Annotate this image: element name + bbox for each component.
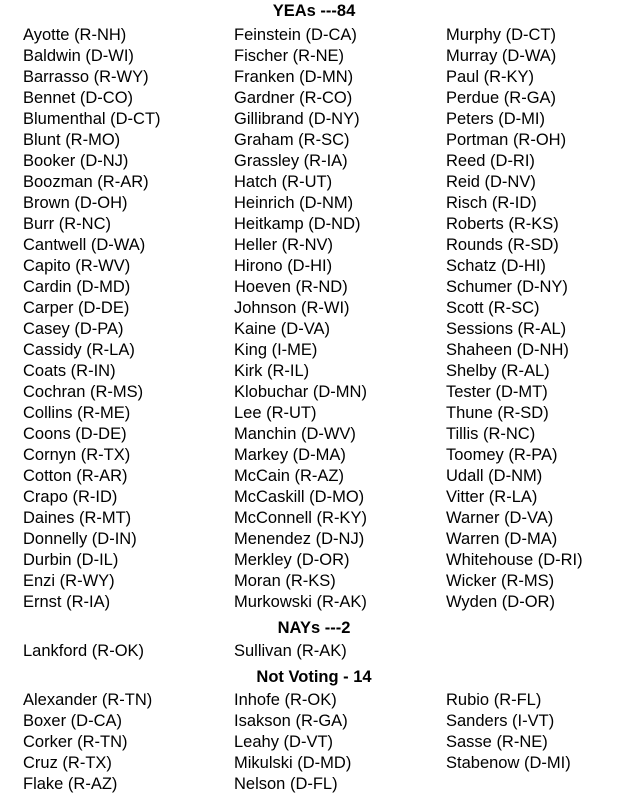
senator-entry: Cornyn (R-TX) <box>23 446 131 464</box>
senator-entry: Inhofe (R-OK) <box>234 691 337 709</box>
senator-entry: Shelby (R-AL) <box>446 362 550 380</box>
senator-entry: Daines (R-MT) <box>23 509 132 527</box>
not-voting-heading: Not Voting - 14 <box>256 668 372 686</box>
senator-entry: Hoeven (R-ND) <box>234 278 348 296</box>
senator-entry: Cruz (R-TX) <box>23 754 112 772</box>
senator-entry: McCaskill (D-MO) <box>234 488 365 506</box>
senator-entry: Whitehouse (D-RI) <box>446 551 583 569</box>
senator-entry: Wyden (D-OR) <box>446 593 555 611</box>
senator-entry: Heitkamp (D-ND) <box>234 215 361 233</box>
senator-entry: Perdue (R-GA) <box>446 89 557 107</box>
senator-entry: Blumenthal (D-CT) <box>23 110 161 128</box>
senator-entry: Fischer (R-NE) <box>234 47 344 65</box>
senator-entry: Feinstein (D-CA) <box>234 26 357 44</box>
senator-entry: Murphy (D-CT) <box>446 26 556 44</box>
senator-entry: Klobuchar (D-MN) <box>234 383 367 401</box>
senator-entry: Kaine (D-VA) <box>234 320 330 338</box>
senator-entry: Baldwin (D-WI) <box>23 47 134 65</box>
senator-entry: Murkowski (R-AK) <box>234 593 367 611</box>
senator-entry: Wicker (R-MS) <box>446 572 555 590</box>
senator-entry: Udall (D-NM) <box>446 467 543 485</box>
senator-entry: Cardin (D-MD) <box>23 278 131 296</box>
senator-entry: Johnson (R-WI) <box>234 299 350 317</box>
senator-entry: Grassley (R-IA) <box>234 152 348 170</box>
senator-entry: Coats (R-IN) <box>23 362 116 380</box>
senator-entry: Thune (R-SD) <box>446 404 549 422</box>
senator-entry: Capito (R-WV) <box>23 257 131 275</box>
senator-entry: Sullivan (R-AK) <box>234 642 347 660</box>
senator-entry: Tester (D-MT) <box>446 383 548 401</box>
senator-entry: Schumer (D-NY) <box>446 278 568 296</box>
senator-entry: Stabenow (D-MI) <box>446 754 571 772</box>
nays-column-2 <box>234 641 347 662</box>
not-voting-column-3 <box>446 690 571 774</box>
senator-entry: Hatch (R-UT) <box>234 173 333 191</box>
senator-entry: Blunt (R-MO) <box>23 131 121 149</box>
senator-entry: Gardner (R-CO) <box>234 89 353 107</box>
senator-entry: Sasse (R-NE) <box>446 733 548 751</box>
senator-entry: Collins (R-ME) <box>23 404 131 422</box>
senator-entry: Sessions (R-AL) <box>446 320 567 338</box>
senator-entry: Donnelly (D-IN) <box>23 530 137 548</box>
not-voting-column-2 <box>234 690 351 795</box>
senator-entry: Burr (R-NC) <box>23 215 111 233</box>
senator-entry: Tillis (R-NC) <box>446 425 536 443</box>
senator-entry: Rounds (R-SD) <box>446 236 559 254</box>
yeas-column-1 <box>23 25 161 613</box>
senator-entry: Leahy (D-VT) <box>234 733 334 751</box>
senator-entry: Franken (D-MN) <box>234 68 354 86</box>
senator-entry: Merkley (D-OR) <box>234 551 350 569</box>
senator-entry: Portman (R-OH) <box>446 131 567 149</box>
senator-entry: Warren (D-MA) <box>446 530 558 548</box>
senator-entry: Boozman (R-AR) <box>23 173 149 191</box>
senator-entry: Carper (D-DE) <box>23 299 130 317</box>
senator-entry: Scott (R-SC) <box>446 299 540 317</box>
senator-entry: Markey (D-MA) <box>234 446 346 464</box>
senator-entry: Isakson (R-GA) <box>234 712 348 730</box>
senator-entry: Schatz (D-HI) <box>446 257 546 275</box>
senator-entry: Cantwell (D-WA) <box>23 236 146 254</box>
senator-entry: Murray (D-WA) <box>446 47 557 65</box>
senator-entry: Moran (R-KS) <box>234 572 336 590</box>
senator-entry: Coons (D-DE) <box>23 425 127 443</box>
senator-entry: Paul (R-KY) <box>446 68 535 86</box>
senator-entry: Ayotte (R-NH) <box>23 26 127 44</box>
senator-entry: Corker (R-TN) <box>23 733 128 751</box>
senator-entry: Enzi (R-WY) <box>23 572 115 590</box>
senator-entry: Menendez (D-NJ) <box>234 530 365 548</box>
senator-entry: Barrasso (R-WY) <box>23 68 149 86</box>
senator-entry: Sanders (I-VT) <box>446 712 555 730</box>
nays-heading: NAYs ---2 <box>277 619 351 637</box>
senator-entry: McConnell (R-KY) <box>234 509 367 527</box>
senator-entry: Roberts (R-KS) <box>446 215 559 233</box>
yeas-column-2 <box>234 25 367 613</box>
senator-entry: Durbin (D-IL) <box>23 551 119 569</box>
senator-entry: Hirono (D-HI) <box>234 257 333 275</box>
senator-entry: Risch (R-ID) <box>446 194 537 212</box>
senator-entry: Shaheen (D-NH) <box>446 341 569 359</box>
senator-entry: Manchin (D-WV) <box>234 425 356 443</box>
senator-entry: Heinrich (D-NM) <box>234 194 354 212</box>
senator-entry: Bennet (D-CO) <box>23 89 134 107</box>
senator-entry: Heller (R-NV) <box>234 236 333 254</box>
senator-entry: Cotton (R-AR) <box>23 467 128 485</box>
senator-entry: Peters (D-MI) <box>446 110 545 128</box>
senator-entry: Alexander (R-TN) <box>23 691 153 709</box>
senator-entry: McCain (R-AZ) <box>234 467 344 485</box>
not-voting-column-1 <box>23 690 152 795</box>
senator-entry: Brown (D-OH) <box>23 194 128 212</box>
senator-entry: Warner (D-VA) <box>446 509 554 527</box>
nays-column-1 <box>23 641 144 662</box>
senator-entry: Cochran (R-MS) <box>23 383 144 401</box>
senator-entry: Flake (R-AZ) <box>23 775 118 793</box>
senator-entry: Nelson (D-FL) <box>234 775 338 793</box>
senator-entry: Crapo (R-ID) <box>23 488 118 506</box>
senator-entry: Mikulski (D-MD) <box>234 754 352 772</box>
senator-entry: Booker (D-NJ) <box>23 152 129 170</box>
senator-entry: Boxer (D-CA) <box>23 712 123 730</box>
yeas-heading: YEAs ---84 <box>272 2 356 20</box>
senator-entry: Ernst (R-IA) <box>23 593 111 611</box>
senator-entry: Lee (R-UT) <box>234 404 317 422</box>
senator-entry: Lankford (R-OK) <box>23 642 145 660</box>
senator-entry: Cassidy (R-LA) <box>23 341 135 359</box>
senator-entry: Vitter (R-LA) <box>446 488 538 506</box>
senator-entry: Toomey (R-PA) <box>446 446 558 464</box>
yeas-column-3 <box>446 25 583 613</box>
senator-entry: King (I-ME) <box>234 341 318 359</box>
senator-entry: Reed (D-RI) <box>446 152 535 170</box>
senator-entry: Rubio (R-FL) <box>446 691 542 709</box>
senator-entry: Casey (D-PA) <box>23 320 124 338</box>
senator-entry: Reid (D-NV) <box>446 173 536 191</box>
senator-entry: Gillibrand (D-NY) <box>234 110 360 128</box>
senator-entry: Graham (R-SC) <box>234 131 350 149</box>
senator-entry: Kirk (R-IL) <box>234 362 310 380</box>
